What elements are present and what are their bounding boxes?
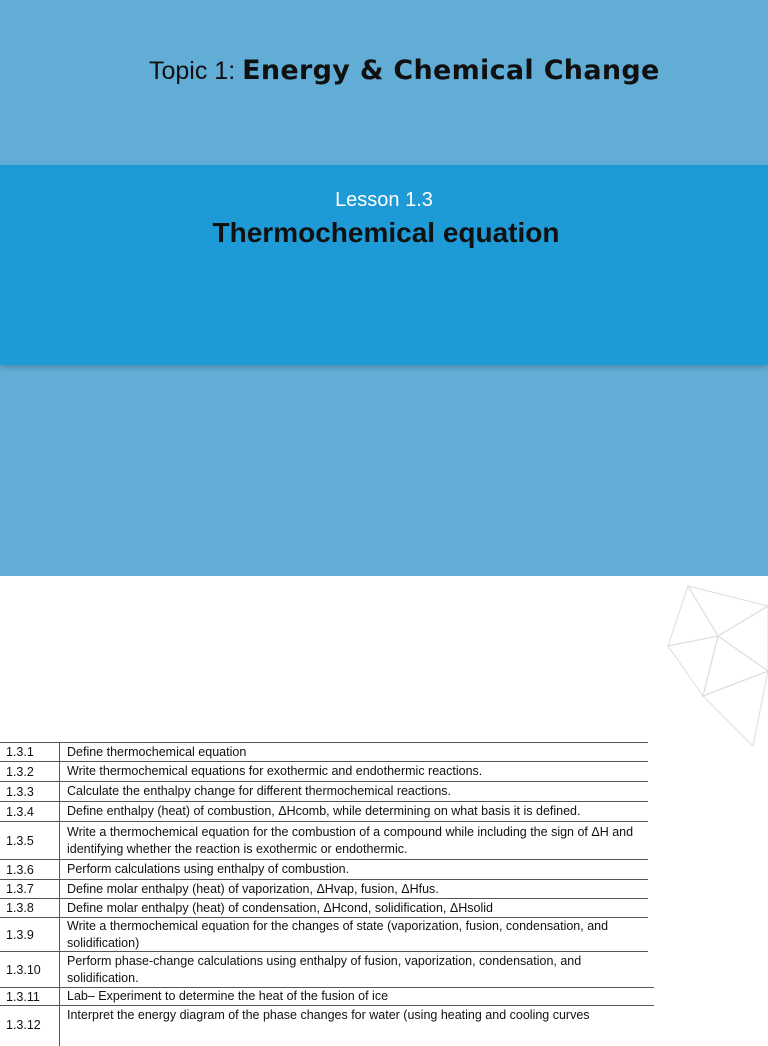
objectives-table (0, 742, 768, 1032)
decorative-triangle-pattern-icon (648, 576, 768, 756)
objective-text: Define enthalpy (heat) of combustion, ΔHcomb, while determining on what basis it is defined. (67, 804, 581, 818)
objective-text: Write a thermochemical equation for the changes of state (vaporization, fusion, condensation, and solidification) (67, 918, 609, 950)
lesson-title: Thermochemical equation (212, 217, 560, 248)
objective-text: Define thermochemical equation (67, 744, 247, 759)
table-row (0, 899, 648, 918)
table-row (0, 762, 648, 782)
objective-number: 1.3.9 (0, 918, 60, 951)
objective-number: 1.3.4 (0, 802, 60, 821)
objective-number: 1.3.12 (0, 1006, 60, 1046)
lesson-label: Lesson 1.3 (335, 189, 433, 211)
objective-number: 1.3.7 (0, 880, 60, 898)
objective-text: Lab– Experiment to determine the heat of the fusion of ice (67, 989, 389, 1003)
objective-text: Calculate the enthalpy change for different thermochemical reactions. (67, 784, 452, 798)
table-row (0, 1006, 654, 1046)
objective-text: Define molar enthalpy (heat) of vaporization, ΔHvap, fusion, ΔHfus. (67, 881, 439, 896)
objective-number: 1.3.10 (0, 952, 60, 987)
objective-text: Write thermochemical equations for exothermic and endothermic reactions. (67, 764, 483, 778)
objective-text: Perform phase-change calculations using enthalpy of fusion, vaporization, condensation, and solidification. (67, 953, 582, 985)
objective-number: 1.3.5 (0, 822, 60, 859)
objective-text: Perform calculations using enthalpy of combustion. (67, 862, 350, 876)
table-row (0, 822, 648, 860)
objective-number: 1.3.11 (0, 988, 60, 1005)
table-row (0, 918, 648, 952)
topic-heading (149, 54, 749, 91)
lesson-band (0, 165, 768, 365)
table-row (0, 742, 648, 762)
objective-text: Write a thermochemical equation for the combustion of a compound while including the sign of ΔH and identifying whether the reaction is exothermic or endothermic. (67, 824, 634, 856)
objective-number: 1.3.1 (0, 743, 60, 761)
objective-text: Interpret the energy diagram of the phase changes for water (using heating and cooling curves (67, 1008, 590, 1022)
table-row (0, 860, 648, 880)
topic-title: Energy & Chemical Change (242, 55, 660, 86)
objective-text: Define molar enthalpy (heat) of condensation, ΔHcond, solidification, ΔHsolid (67, 900, 493, 915)
table-row (0, 952, 654, 988)
objective-number: 1.3.3 (0, 782, 60, 801)
objective-number: 1.3.2 (0, 762, 60, 781)
table-row (0, 880, 648, 899)
table-row (0, 802, 648, 822)
table-row (0, 988, 654, 1006)
topic-prefix: Topic 1: (149, 57, 243, 85)
objective-number: 1.3.8 (0, 899, 60, 917)
table-row (0, 782, 648, 802)
objective-number: 1.3.6 (0, 860, 60, 879)
